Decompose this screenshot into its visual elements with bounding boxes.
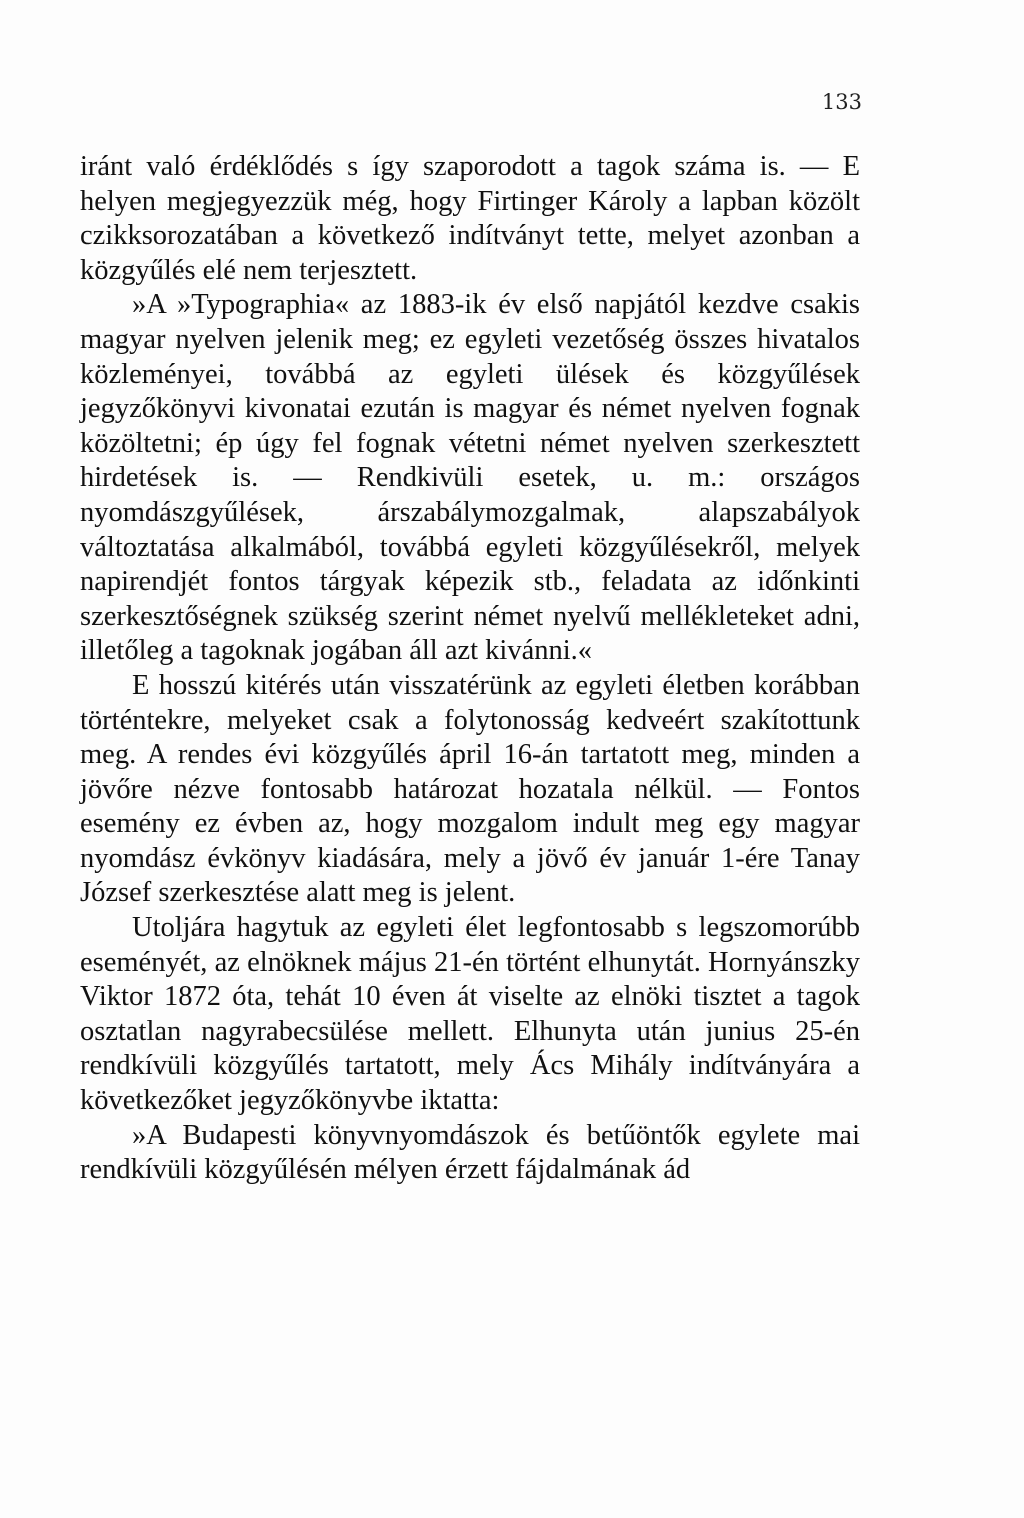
paragraph-3: E hosszú kitérés után visszatérünk az egyleti életben korábban történtekre, melyeket csak a folytonosság kedveért szakítottunk meg. A rendes évi közgyűlés ápril 16-án tartatott meg, minden a jövőre nézve fontosabb határozat hozatala nélkül. — Fontos esemény ez évben az, hogy mozgalom indult meg egy magyar nyomdász évkönyv kiadására, mely a jövő év január 1-ére Tanay József szerkesztése alatt meg is jelent. — [80, 669, 860, 909]
paragraph-5: »A Budapesti könyvnyomdászok és betűöntők egylete mai rendkívüli közgyűlésén mélyen érzett fájdalmának ád — [80, 1119, 860, 1186]
page-number: 133 — [821, 90, 862, 114]
body-text — [80, 150, 860, 1188]
paragraph-1: iránt való érdéklődés s így szaporodott a tagok száma is. — E helyen megjegyezzük még, hogy Firtinger Károly a lapban közölt czikksorozatában a következő indítványt tette, melyet azonban a közgyűlés elé nem terjesztett. — [80, 151, 860, 286]
paragraph-4: Utoljára hagytuk az egyleti élet legfontosabb s legszomorúbb eseményét, az elnöknek május 21-én történt elhunytát. Hornyánszky Viktor 1872 óta, tehát 10 éven át viselte az elnöki tisztet a tagok osztatlan nagyrabecsülése mellett. Elhunyta után junius 25-én rendkívüli közgyűlés tartatott, mely Ács Mihály indítványára a következőket jegyzőkönyvbe iktatta: — [80, 912, 860, 1117]
paragraph-2: »A »Typographia« az 1883-ik év első napjától kezdve csakis magyar nyelven jelenik meg; ez egyleti vezetőség összes hivatalos közleményei, továbbá az egyleti ülések és közgyűlések jegyzőkönyvi kivonatai ezután is magyar és német nyelven fognak közöltetni; ép úgy fel fognak vétetni német nyelven szerkesztett hirdetések is. — Rendkivüli esetek, u. m.: országos nyomdászgyűlések, árszabálymozgalmak, alapszabályok változtatása alkalmából, továbbá egyleti közgyűlésekről, melyek napirendjét fontos tárgyak képezik stb., feladata az időnkinti szerkesztőségnek szükség szerint német nyelvű mellékleteket adni, illetőleg a tagoknak jogában áll azt kivánni.« — [80, 289, 860, 667]
